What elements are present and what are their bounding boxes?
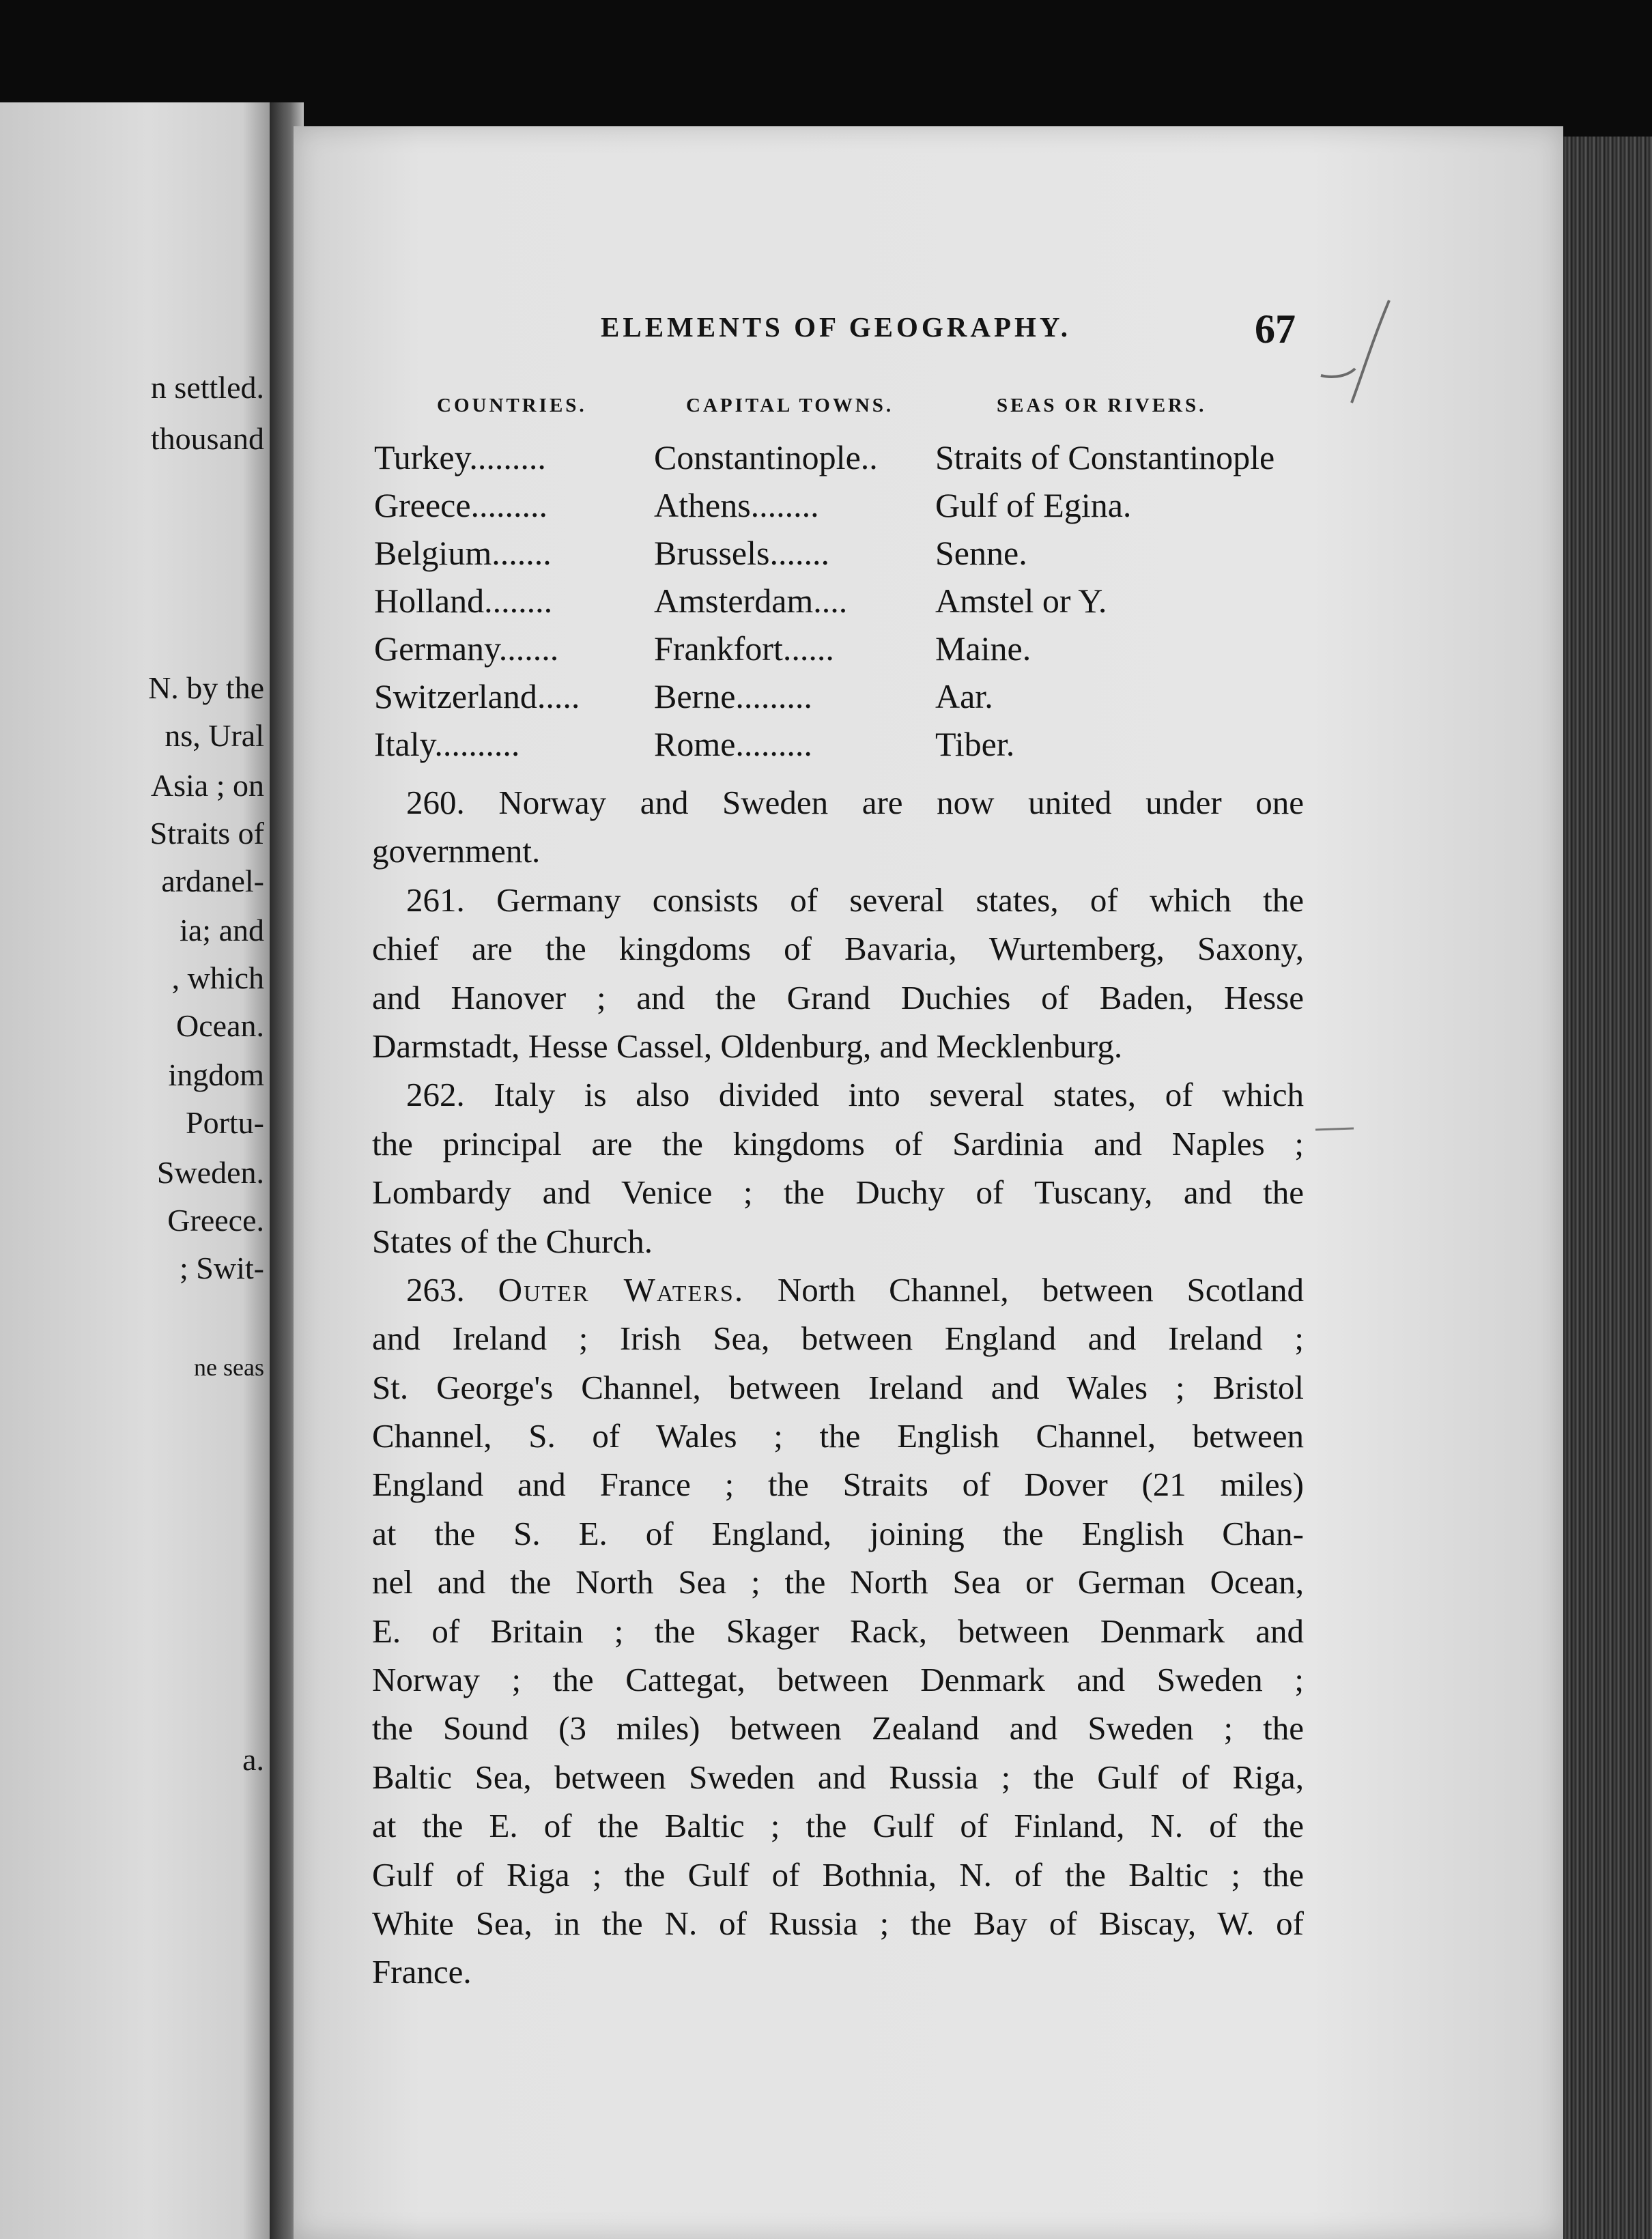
- country-cell: Holland........: [374, 582, 553, 620]
- text-line: 260. Norway and Sweden are now united under one: [406, 784, 1304, 821]
- country-cell: Greece.........: [374, 486, 548, 524]
- sea-or-river-cell: Gulf of Egina.: [935, 486, 1132, 524]
- left-page-text-fragment: a.: [242, 1742, 264, 1777]
- left-page-text-fragment: ; Swit-: [180, 1251, 264, 1285]
- left-page-text-fragment: , which: [171, 960, 264, 995]
- table-row: [374, 481, 1309, 529]
- capital-cell: Frankfort......: [654, 629, 834, 668]
- text-line: E. of Britain ; the Skager Rack, between Denmark and: [372, 1612, 1304, 1650]
- text-line: the principal are the kingdoms of Sardinia and Naples ;: [372, 1124, 1304, 1163]
- text-line: States of the Church.: [372, 1222, 653, 1260]
- text-line: 262. Italy is also divided into several states, of which: [406, 1076, 1304, 1114]
- text-line: England and France ; the Straits of Dover (21 miles): [372, 1466, 1304, 1504]
- body-text: [372, 778, 1304, 1997]
- left-page-text-fragment: Asia ; on: [150, 768, 264, 803]
- sea-or-river-cell: Amstel or Y.: [935, 582, 1107, 620]
- country-cell: Belgium.......: [374, 534, 552, 572]
- text-line: Gulf of Riga ; the Gulf of Bothnia, N. of the Baltic ; the: [372, 1855, 1304, 1894]
- capital-cell: Athens........: [654, 486, 819, 524]
- capital-cell: Amsterdam....: [654, 582, 848, 620]
- table-row: [374, 577, 1309, 625]
- left-page-text-fragment: n settled.: [150, 370, 264, 405]
- text-line-content: North Channel, between Scotland: [744, 1270, 1304, 1309]
- text-line: at the S. E. of England, joining the English Chan-: [372, 1514, 1304, 1552]
- left-page-text-fragment: Greece.: [167, 1203, 264, 1238]
- left-page-text-fragment: thousand: [150, 421, 264, 456]
- text-line: Darmstadt, Hesse Cassel, Oldenburg, and Mecklenburg.: [372, 1027, 1123, 1065]
- text-line: Norway ; the Cattegat, between Denmark and Sweden ;: [372, 1661, 1304, 1699]
- left-page-text-fragment: ingdom: [168, 1057, 264, 1092]
- column-header-countries: COUNTRIES.: [437, 395, 587, 416]
- capital-cell: Berne.........: [654, 677, 812, 715]
- pencil-dash-mark: [1314, 1123, 1355, 1137]
- table-row: [374, 433, 1309, 481]
- paragraph: [372, 1266, 1304, 1997]
- sea-or-river-cell: Maine.: [935, 629, 1031, 668]
- table-row: [374, 529, 1309, 577]
- section-heading: Outer Waters.: [498, 1270, 745, 1309]
- text-line: government.: [372, 832, 541, 870]
- text-line: White Sea, in the N. of Russia ; the Bay of Biscay, W. of: [372, 1904, 1304, 1942]
- text-line: nel and the North Sea ; the North Sea or German Ocean,: [372, 1563, 1304, 1601]
- column-header-seas-or-rivers: SEAS OR RIVERS.: [997, 395, 1207, 416]
- country-cell: Turkey.........: [374, 438, 546, 476]
- table-row: [374, 672, 1309, 720]
- text-line: St. George's Channel, between Ireland and Wales ; Bristol: [372, 1368, 1304, 1406]
- text-line: 261. Germany consists of several states, of which the: [406, 881, 1304, 919]
- left-page-text-fragment: Portu-: [186, 1105, 264, 1140]
- left-page-text-fragment: Sweden.: [156, 1155, 264, 1190]
- sea-or-river-cell: Aar.: [935, 677, 993, 715]
- capital-cell: Constantinople..: [654, 438, 878, 476]
- paragraph: [372, 1070, 1304, 1266]
- text-line: Baltic Sea, between Sweden and Russia ; the Gulf of Riga,: [372, 1758, 1304, 1796]
- table-header: [0, 395, 1652, 422]
- left-page: [0, 102, 270, 2239]
- text-line: Lombardy and Venice ; the Duchy of Tuscany, and the: [372, 1173, 1304, 1212]
- page-number: 67: [1255, 306, 1296, 352]
- left-page-text-fragment: Straits of: [149, 816, 264, 851]
- capital-cell: Brussels.......: [654, 534, 829, 572]
- table-row: [374, 625, 1309, 672]
- text-line: [372, 1266, 1304, 1314]
- text-line: the Sound (3 miles) between Zealand and Sweden ; the: [372, 1709, 1304, 1748]
- text-line: and Hanover ; and the Grand Duchies of Baden, Hesse: [372, 978, 1304, 1016]
- capital-cell: Rome.........: [654, 725, 812, 763]
- left-page-text-fragment: ne seas: [194, 1354, 264, 1381]
- text-line: and Ireland ; Irish Sea, between England and Ireland ;: [372, 1320, 1304, 1358]
- left-page-text-fragment: N. by the: [148, 670, 264, 705]
- sea-or-river-cell: Straits of Constantinople: [935, 438, 1275, 476]
- left-page-text-fragment: ns, Ural: [165, 718, 264, 753]
- book-edge: [1563, 137, 1652, 2239]
- table-row: [374, 720, 1309, 768]
- pencil-check-mark: [1314, 294, 1396, 410]
- left-page-text-fragment: ardanel-: [161, 864, 264, 898]
- capitals-table: [374, 433, 1309, 768]
- column-header-capital-towns: CAPITAL TOWNS.: [686, 395, 894, 416]
- text-line: France.: [372, 1953, 472, 1991]
- text-line: chief are the kingdoms of Bavaria, Wurtemberg, Saxony,: [372, 930, 1304, 968]
- country-cell: Switzerland.....: [374, 677, 580, 715]
- sea-or-river-cell: Tiber.: [935, 725, 1015, 763]
- text-line: Channel, S. of Wales ; the English Channel, between: [372, 1417, 1304, 1455]
- text-line: at the E. of the Baltic ; the Gulf of Finland, N. of the: [372, 1807, 1304, 1845]
- country-cell: Germany.......: [374, 629, 559, 668]
- left-page-text-fragment: Ocean.: [176, 1008, 264, 1043]
- left-page-text-fragment: ia; and: [180, 913, 264, 947]
- paragraph-number: 263.: [406, 1270, 498, 1309]
- country-cell: Italy..........: [374, 725, 520, 763]
- sea-or-river-cell: Senne.: [935, 534, 1027, 572]
- running-header: ELEMENTS OF GEOGRAPHY.: [601, 311, 1072, 343]
- paragraph: [372, 778, 1304, 876]
- paragraph: [372, 876, 1304, 1071]
